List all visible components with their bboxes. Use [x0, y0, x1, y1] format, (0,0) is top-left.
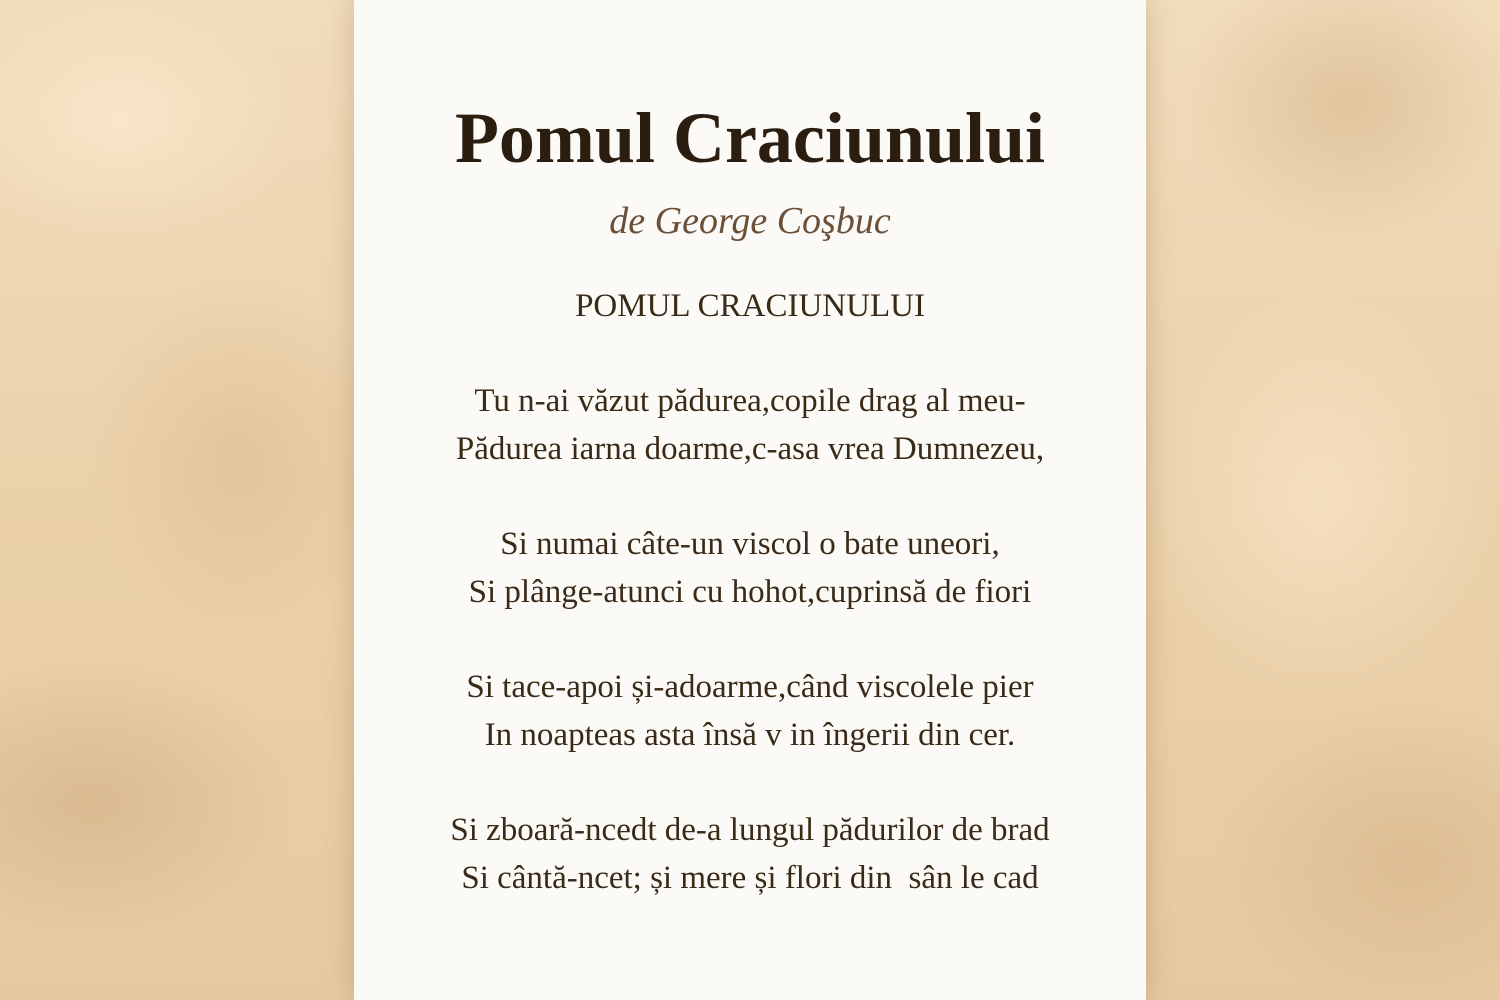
stanza: [354, 806, 1146, 902]
poem-line: Pădurea iarna doarme,c-asa vrea Dumnezeu,: [455, 431, 1045, 467]
stanza: [354, 377, 1146, 473]
poem-page: [354, 0, 1146, 1000]
poem-line: Tu n-ai văzut pădurea,copile drag al meu-: [474, 383, 1026, 419]
poem-title: Pomul Craciunului: [454, 98, 1046, 178]
poem-line: In noapteas asta însă v in îngerii din cer.: [484, 717, 1016, 753]
poem-line: Si numai câte-un viscol o bate uneori,: [500, 526, 1000, 562]
poem-line: Si plânge-atunci cu hohot,cuprinsă de fiori: [468, 574, 1032, 610]
stanza: [354, 520, 1146, 616]
poem-line: Si tace-apoi și-adoarme,când viscolele pier: [466, 669, 1034, 705]
poem-line: Si zboară-ncedt de-a lungul pădurilor de brad: [450, 812, 1050, 848]
poem-heading: POMUL CRACIUNULUI: [575, 288, 925, 324]
poem-line: Si cântă-ncet; și mere și flori din sân le cad: [461, 860, 1039, 896]
stanza: [354, 663, 1146, 759]
poem-author: de George Coşbuc: [609, 200, 891, 242]
poem-body: [354, 282, 1146, 949]
